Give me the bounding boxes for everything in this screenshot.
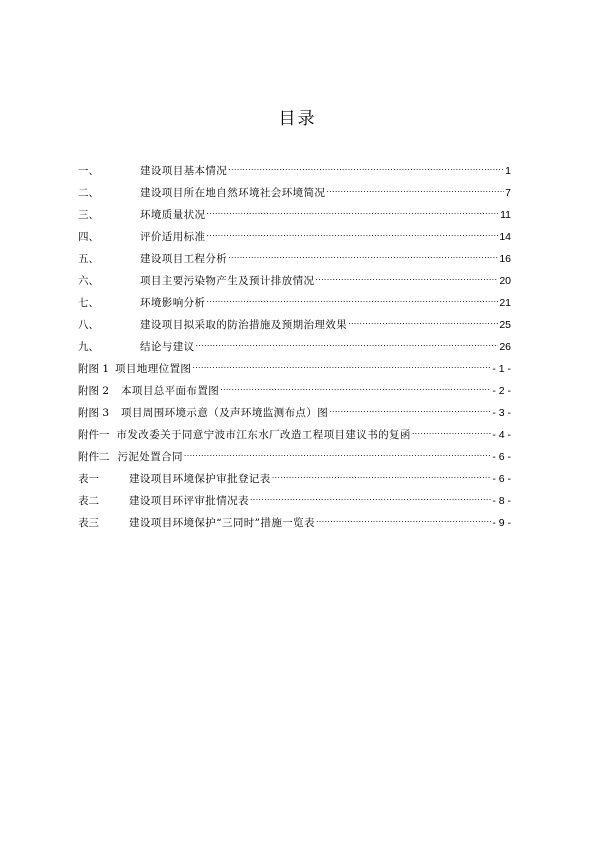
dot-leader	[206, 284, 498, 306]
dot-leader	[412, 416, 492, 438]
toc-entry[interactable]	[78, 152, 511, 177]
toc-entry-page: - 3 -	[492, 407, 511, 419]
dot-leader	[228, 240, 498, 262]
toc-entry-number: 五、	[78, 253, 99, 265]
toc-entry-page: 11	[500, 209, 511, 221]
toc-entry-number: 六、	[78, 275, 99, 287]
toc-entry-page: 21	[499, 297, 511, 309]
toc-entry-page: - 1 -	[492, 363, 511, 375]
dot-leader	[196, 328, 499, 350]
dot-leader	[220, 372, 491, 394]
dot-leader	[192, 350, 491, 372]
toc-entry-page: - 8 -	[492, 495, 511, 507]
toc-entry-page: - 4 -	[492, 429, 511, 441]
toc-entry-page: - 9 -	[492, 517, 511, 529]
dot-leader	[272, 460, 492, 482]
toc-entry-number: 七、	[78, 297, 99, 309]
toc-entry-title: 项目主要污染物产生及预计排放情况	[140, 275, 315, 287]
toc-entry-title: 项目地理位置图	[115, 363, 192, 375]
toc-entry-number: 表二	[78, 495, 99, 507]
page-title: 目录	[278, 109, 317, 129]
dot-leader	[315, 262, 498, 284]
toc-entry-title: 建设项目基本情况	[140, 165, 228, 177]
toc-entry-title: 建设项目环评审批情况表	[129, 495, 249, 507]
toc-entry-number: 附图 3	[78, 407, 110, 419]
toc-entry-number: 二、	[78, 187, 99, 199]
toc-entry-page: 16	[499, 253, 511, 265]
toc-entry-title: 本项目总平面布置图	[121, 385, 220, 397]
toc-entry-number: 表三	[78, 517, 99, 529]
toc-entry-number: 三、	[78, 209, 99, 221]
dot-leader	[316, 504, 491, 526]
dot-leader	[329, 394, 491, 416]
toc-entry-page: - 6 -	[492, 473, 511, 485]
toc-entry-title: 环境影响分析	[140, 297, 206, 309]
toc-entry-title: 结论与建议	[140, 341, 195, 353]
toc-entry-page: 14	[499, 231, 511, 243]
toc-entry-page: 20	[499, 275, 511, 287]
dot-leader	[348, 306, 498, 328]
toc-entry-title: 建设项目环境保护“三同时”措施一览表	[129, 517, 315, 529]
toc-entry-title: 建设项目所在地自然环境社会环境简况	[140, 187, 326, 199]
dot-leader	[250, 482, 491, 504]
toc-entry-title: 环境质量状况	[140, 209, 206, 221]
toc-entry-title: 建设项目环境保护审批登记表	[129, 473, 271, 485]
toc-entry-number: 八、	[78, 319, 99, 331]
toc-entry-number: 附件二	[78, 451, 110, 463]
dot-leader	[206, 196, 499, 218]
toc-entry-title: 项目周围环境示意（及声环境监测布点）图	[121, 407, 329, 419]
toc-entry-title: 市发改委关于同意宁波市江东水厂改造工程项目建议书的复函	[116, 429, 411, 441]
toc-entry-number: 附图 2	[78, 385, 110, 397]
table-of-contents	[78, 152, 511, 529]
toc-entry-title: 建设项目工程分析	[140, 253, 228, 265]
toc-entry-number: 附件一	[78, 429, 110, 441]
toc-entry-page: - 6 -	[492, 451, 511, 463]
dot-leader	[228, 152, 504, 174]
dot-leader	[184, 438, 491, 460]
toc-entry-number: 表一	[78, 473, 99, 485]
toc-entry-number: 附图 1	[78, 363, 110, 375]
toc-entry-number: 九、	[78, 341, 99, 353]
toc-entry-page: 7	[505, 187, 511, 199]
dot-leader	[326, 174, 504, 196]
toc-entry-title: 污泥处置合同	[117, 451, 183, 463]
toc-entry-page: 1	[505, 165, 511, 177]
toc-entry-title: 建设项目拟采取的防治措施及预期治理效果	[140, 319, 348, 331]
toc-entry-number: 四、	[78, 231, 99, 243]
toc-entry-page: 25	[499, 319, 511, 331]
toc-entry-title: 评价适用标准	[140, 231, 206, 243]
toc-entry-number: 一、	[78, 165, 99, 177]
toc-entry-page: - 2 -	[492, 385, 511, 397]
dot-leader	[206, 218, 498, 240]
toc-entry-page: 26	[499, 341, 511, 353]
